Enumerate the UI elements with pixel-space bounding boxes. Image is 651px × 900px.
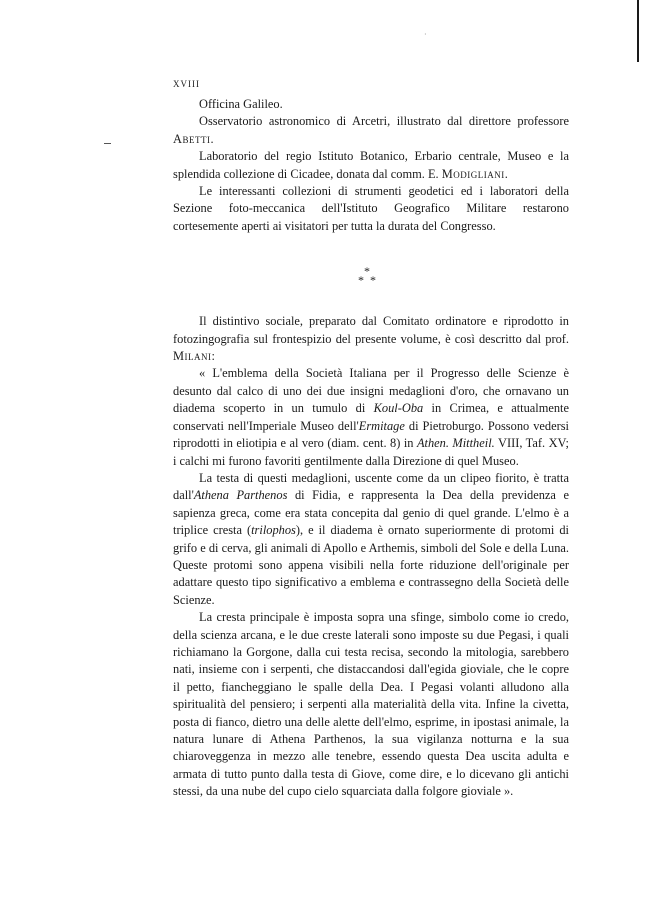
italic-term: Athen. Mittheil. — [416, 436, 495, 451]
margin-mark — [104, 143, 111, 144]
asterisk: * — [370, 273, 376, 288]
paragraph-emblema — [173, 365, 569, 469]
text-segment: VIII, Taf. XV; i calchi mi furono favoriti gentilmente dalla Direzione di quel Museo. — [173, 436, 569, 468]
text-segment: : — [211, 349, 215, 364]
italic-term: Ermitage — [358, 418, 405, 433]
document-page — [173, 78, 569, 801]
page-edge-mark — [637, 0, 639, 62]
italic-term: Koul-Oba — [373, 401, 424, 416]
paragraph-collezioni: Le interessanti collezioni di strumenti geodetici ed i laboratori della Sezione foto-meccanica dell'Istituto Geografico Militare restarono cortesemente aperti ai visitatori per tutta la durata del Congresso. — [173, 184, 569, 233]
paragraph-distintivo — [173, 313, 569, 365]
paragraph-osservatorio — [173, 113, 569, 148]
page-number: XVIII — [173, 79, 200, 89]
person-name: Modigliani — [441, 166, 505, 181]
text-segment: La testa di questi medaglioni, uscente come da un clipeo fiorito, è tratta dall' — [173, 470, 569, 503]
paragraph-testa — [173, 470, 569, 609]
paragraph-laboratorio — [173, 148, 569, 183]
text-segment: . — [210, 131, 214, 146]
text-segment: ), e il diadema è ornato superiormente di protomi di grifo e di cerva, gli animali di Apollo e Arthemis, simboli del Sole e della Luna. Queste protomi sono appena visibili nella forte riduzione dell'originale per adattare questo tipo significativo a emblema e contrassegno della Società delle Scienze. — [173, 523, 569, 607]
text-segment: di Pietroburgo. Possono vedersi riprodotti in eliotipia e al vero (diam. cent. 8) in — [173, 418, 569, 451]
text-segment: in Crimea, e attualmente conservati nell'Imperiale Museo dell' — [173, 401, 569, 433]
text-segment: Laboratorio del regio Istituto Botanico, Erbario centrale, Museo e la splendida collezione di Cicadee, donata dal comm. E. — [173, 149, 569, 181]
text-segment: Il distintivo sociale, preparato dal Comitato ordinatore e riprodotto in fotozingografia sul frontespizio del presente volume, è così descritto dal prof. — [173, 314, 569, 346]
asterisk: * — [358, 273, 364, 288]
italic-term: Athena Parthenos — [193, 488, 288, 503]
ink-speck: · — [424, 30, 427, 39]
text-segment: di Fidia, e rappresenta la Dea della previdenza e sapienza greca, come era stata concepita dal genio di quel grande. L'elmo è a triplice cresta ( — [173, 488, 569, 538]
text-segment: . — [504, 166, 508, 181]
person-name: Abetti — [173, 131, 211, 146]
text-segment: « L'emblema della Società Italiana per il Progresso delle Scienze è desunto dal calco di uno dei due insigni medaglioni d'oro, che ornavano un diadema scoperto in un tumulo di — [173, 366, 569, 416]
asterisk: * — [364, 264, 370, 279]
paragraph-cresta: La cresta principale è imposta sopra una sfinge, simbolo come io credo, della scienza arcana, e le due creste laterali sono imposte su due Pegasi, i quali richiamano la Gorgone, dalla cui testa recisa, secondo la mitologia, sarebbero nati, insieme con i serpenti, che distaccandosi dall'egida gioviale, che le copre il petto, fiancheggiano le spalle della Dea. I Pegasi volanti alludono alla spiritualità del pensiero; i serpenti alla materialità della vita. Infine la civetta, posta di fianco, dietro una delle alette dell'elmo, esprime, in ipostasi animale, la natura lunare di Athena Parthenos, la sua vigilanza notturna e la sua chiaroveggenza in mezzo alle tenebre, essendo questa Dea uscita adulta e armata di tutto punto dalla testa di Giove, come dire, e lo dicevano gli antichi stessi, da una nube del cupo cielo squarciata dalla folgore gioviale ». — [173, 610, 569, 799]
italic-term: trilophos — [251, 523, 296, 538]
paragraph-officina: Officina Galileo. — [199, 97, 283, 111]
person-name: Milani — [173, 349, 212, 364]
text-segment: Osservatorio astronomico di Arcetri, illustrato dal direttore professore — [199, 114, 569, 129]
section-separator — [173, 265, 569, 291]
